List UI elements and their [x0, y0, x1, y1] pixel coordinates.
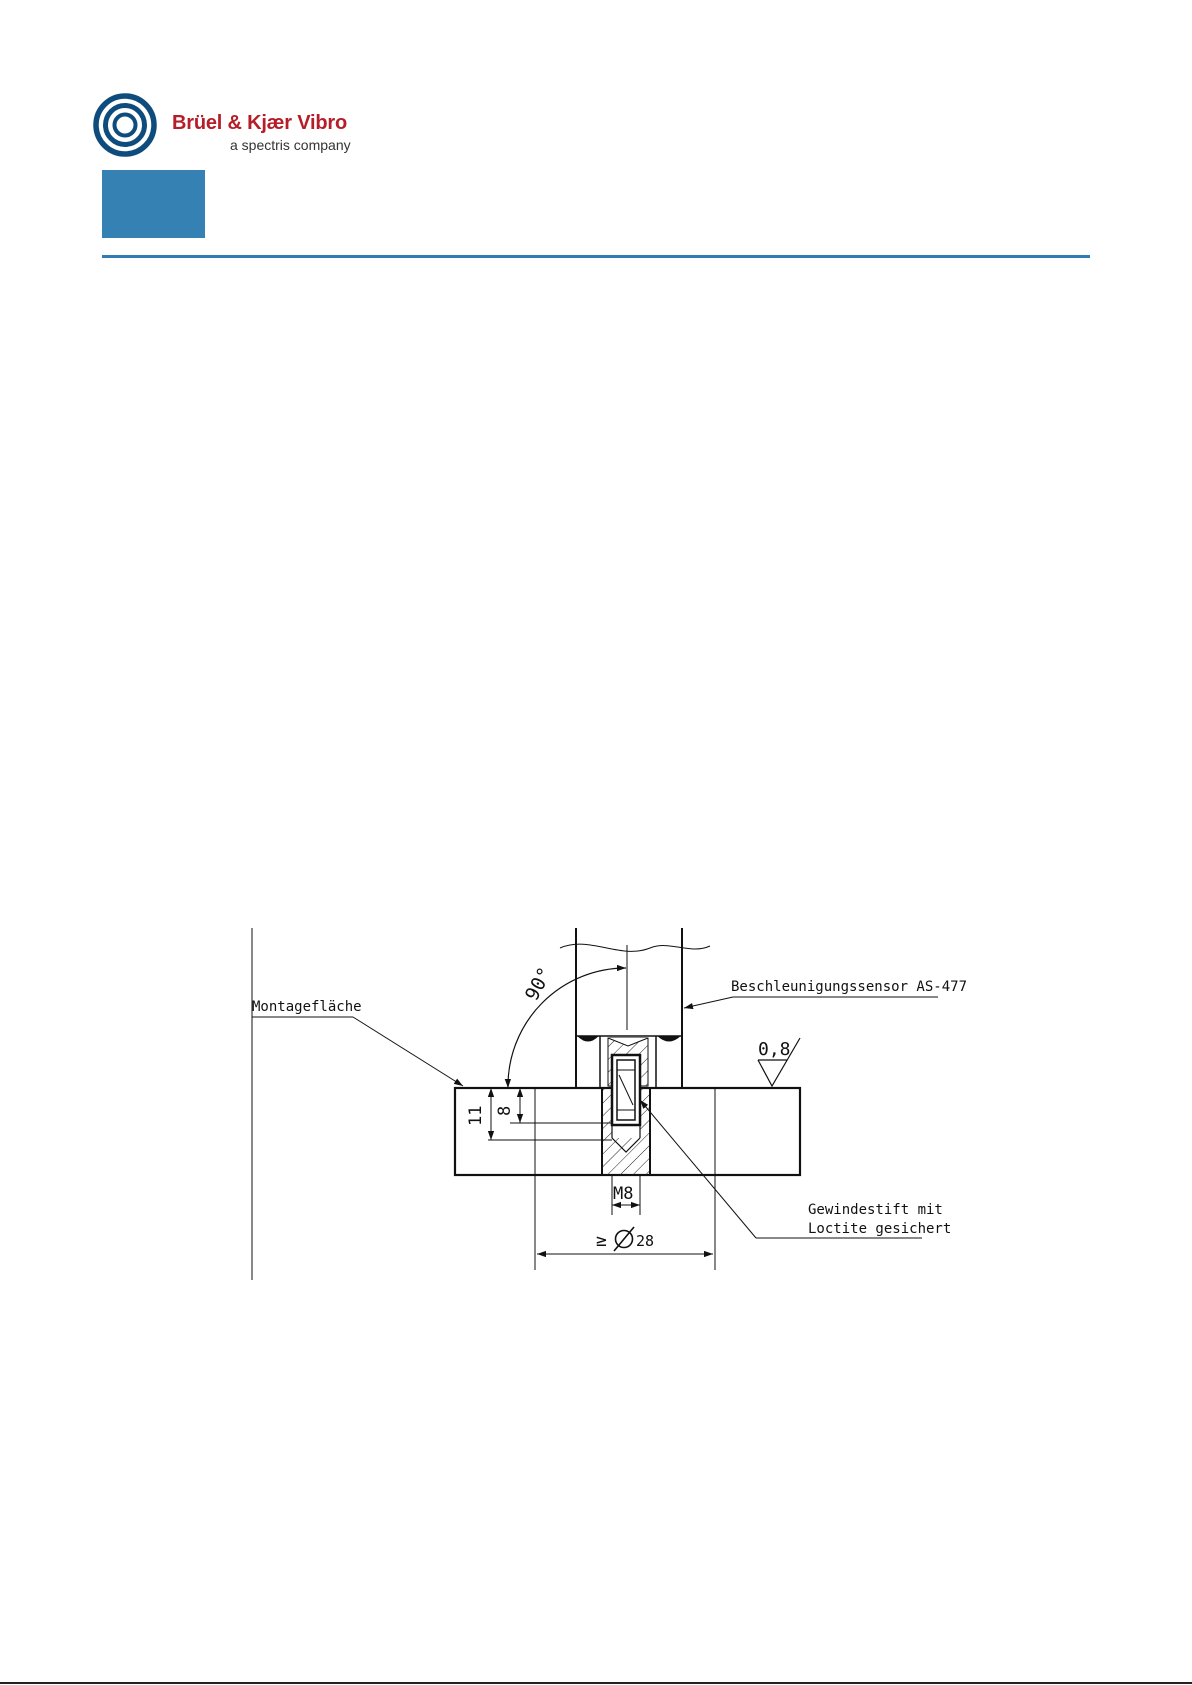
surface-roughness-symbol [758, 1038, 800, 1086]
diameter-dimension [537, 1227, 713, 1254]
sensor-leader [684, 979, 967, 1008]
footer-divider [0, 1682, 1192, 1684]
brand-tagline: a spectris company [230, 137, 351, 153]
set-screw-label-line2: Loctite gesichert [808, 1221, 952, 1237]
depth-dimensions [466, 1088, 612, 1140]
thread-dimension [612, 1175, 640, 1215]
diameter-icon [614, 1227, 634, 1251]
mounting-surface-leader [252, 999, 463, 1086]
brand-name: Brüel & Kjær Vibro [172, 112, 347, 134]
total-depth-label: 11 [466, 1105, 486, 1126]
mounting-surface-label: Montagefläche [252, 999, 362, 1015]
sensor-label: Beschleunigungssensor AS-477 [731, 979, 968, 995]
roughness-value: 0,8 [758, 1039, 791, 1060]
set-screw-label-line1: Gewindestift mit [808, 1202, 943, 1218]
angle-label: 90° [520, 963, 557, 1005]
set-screw-leader [640, 1100, 951, 1238]
thread-label: M8 [613, 1184, 634, 1204]
thread-depth-label: 8 [495, 1105, 515, 1116]
diameter-value: 28 [636, 1232, 655, 1250]
diameter-prefix: ≥ [596, 1230, 607, 1251]
set-screw [612, 1055, 640, 1125]
